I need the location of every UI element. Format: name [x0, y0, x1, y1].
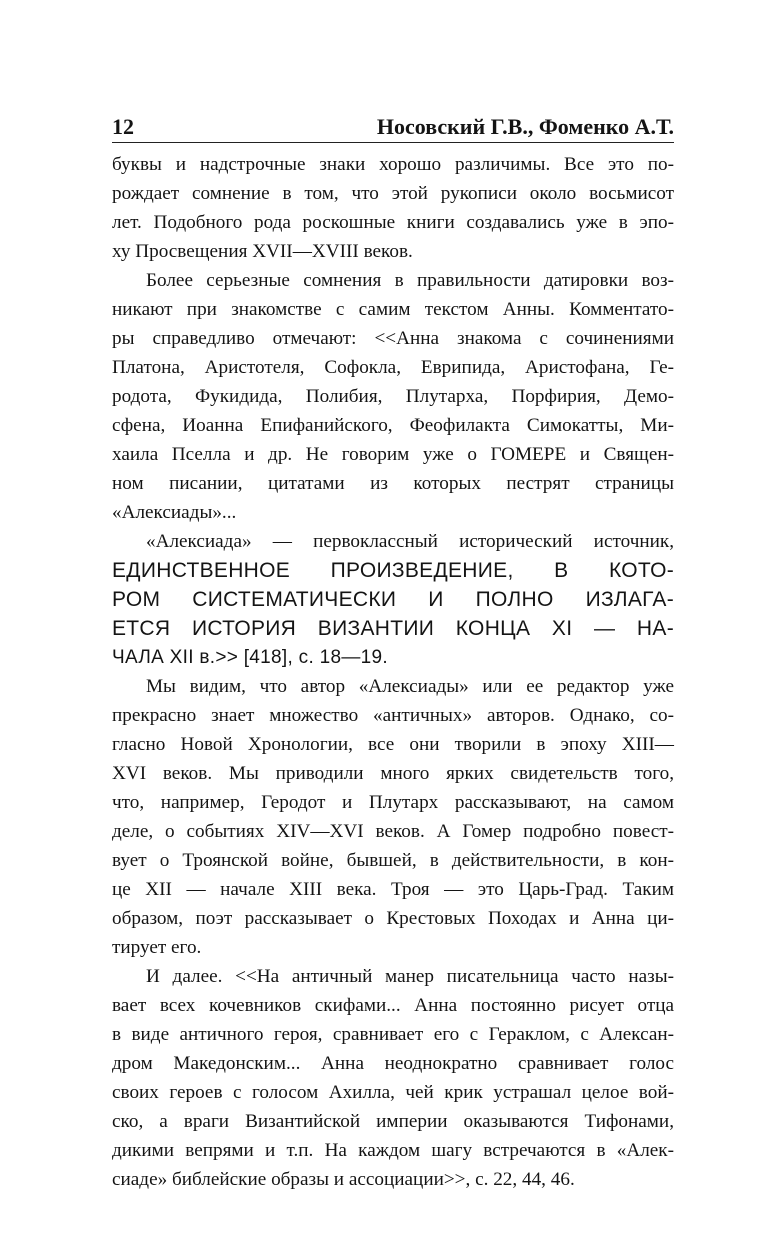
text-line: что, например, Геродот и Плутарх рассказывают, на самом — [112, 792, 674, 813]
text-line: Платона, Аристотеля, Софокла, Еврипида, Аристофана, Ге- — [112, 357, 674, 378]
text-line: ско, а враги Византийской империи оказываются Тифонами, — [112, 1111, 674, 1132]
text-line: ры справедливо отмечают: <<Анна знакома с сочинениями — [112, 328, 674, 349]
page-number: 12 — [112, 114, 134, 139]
text-line: прекрасно знает множество «античных» авторов. Однако, со- — [112, 705, 674, 726]
text-line: деле, о событиях XIV—XVI веков. А Гомер подробно повест- — [112, 821, 674, 842]
text-line: ЧАЛА XII в.>> [418], с. 18—19. — [112, 647, 388, 668]
text-line: Более серьезные сомнения в правильности датировки воз- — [146, 270, 674, 291]
text-line: вает всех кочевников скифами... Анна постоянно рисует отца — [112, 995, 674, 1016]
header-rule — [112, 142, 674, 143]
text-line: «Алексиады»... — [112, 502, 237, 523]
text-line: РОМ СИСТЕМАТИЧЕСКИ И ПОЛНО ИЗЛАГА- — [112, 588, 674, 611]
text-line: Мы видим, что автор «Алексиады» или ее редактор уже — [146, 676, 674, 697]
text-line: в виде античного героя, сравнивает его с Гераклом, с Алексан- — [112, 1024, 674, 1045]
text-line: тирует его. — [112, 937, 202, 958]
text-line: гласно Новой Хронологии, все они творили в эпоху XIII— — [112, 734, 674, 755]
text-line: образом, поэт рассказывает о Крестовых Походах и Анна ци- — [112, 908, 674, 929]
text-line: хаила Пселла и др. Не говорим уже о ГОМЕРЕ и Священ- — [112, 444, 674, 465]
text-line: сфена, Иоанна Епифанийского, Феофилакта Симокатты, Ми- — [112, 415, 674, 436]
running-title: Носовский Г.В., Фоменко А.Т. — [376, 114, 674, 139]
text-line: буквы и надстрочные знаки хорошо различимы. Все это по- — [112, 154, 674, 175]
text-line: вует о Троянской войне, бывшей, в действительности, в кон- — [112, 850, 674, 871]
text-line: И далее. <<На античный манер писательница часто назы- — [146, 966, 674, 987]
text-line: дикими вепрями и т.п. На каждом шагу встречаются в «Алек- — [112, 1140, 674, 1161]
text-line: це XII — начале XIII века. Троя — это Царь-Град. Таким — [112, 879, 674, 900]
text-line: сиаде» библейские образы и ассоциации>>, с. 22, 44, 46. — [112, 1169, 575, 1190]
running-header — [112, 100, 674, 140]
text-line: никают при знакомстве с самим текстом Анны. Комментато- — [112, 299, 674, 320]
text-line: своих героев с голосом Ахилла, чей крик устрашал целое вой- — [112, 1082, 674, 1103]
text-line: «Алексиада» — первоклассный исторический источник, — [146, 531, 674, 552]
text-line: родота, Фукидида, Полибия, Плутарха, Порфирия, Демо- — [112, 386, 674, 407]
text-line: ЕДИНСТВЕННОЕ ПРОИЗВЕДЕНИЕ, В КОТО- — [112, 559, 674, 582]
text-line: ном писании, цитатами из которых пестрят страницы — [112, 473, 674, 494]
text-line: ху Просвещения XVII—XVIII веков. — [112, 241, 413, 262]
text-line: лет. Подобного рода роскошные книги создавались уже в эпо- — [112, 212, 674, 233]
text-line: дром Македонским... Анна неоднократно сравнивает голос — [112, 1053, 674, 1074]
text-line: рождает сомнение в том, что этой рукописи около восьмисот — [112, 183, 674, 204]
page-body — [112, 150, 674, 1194]
text-line: XVI веков. Мы приводили много ярких свидетельств того, — [112, 763, 674, 784]
text-line: ЕТСЯ ИСТОРИЯ ВИЗАНТИИ КОНЦА XI — НА- — [112, 617, 674, 640]
